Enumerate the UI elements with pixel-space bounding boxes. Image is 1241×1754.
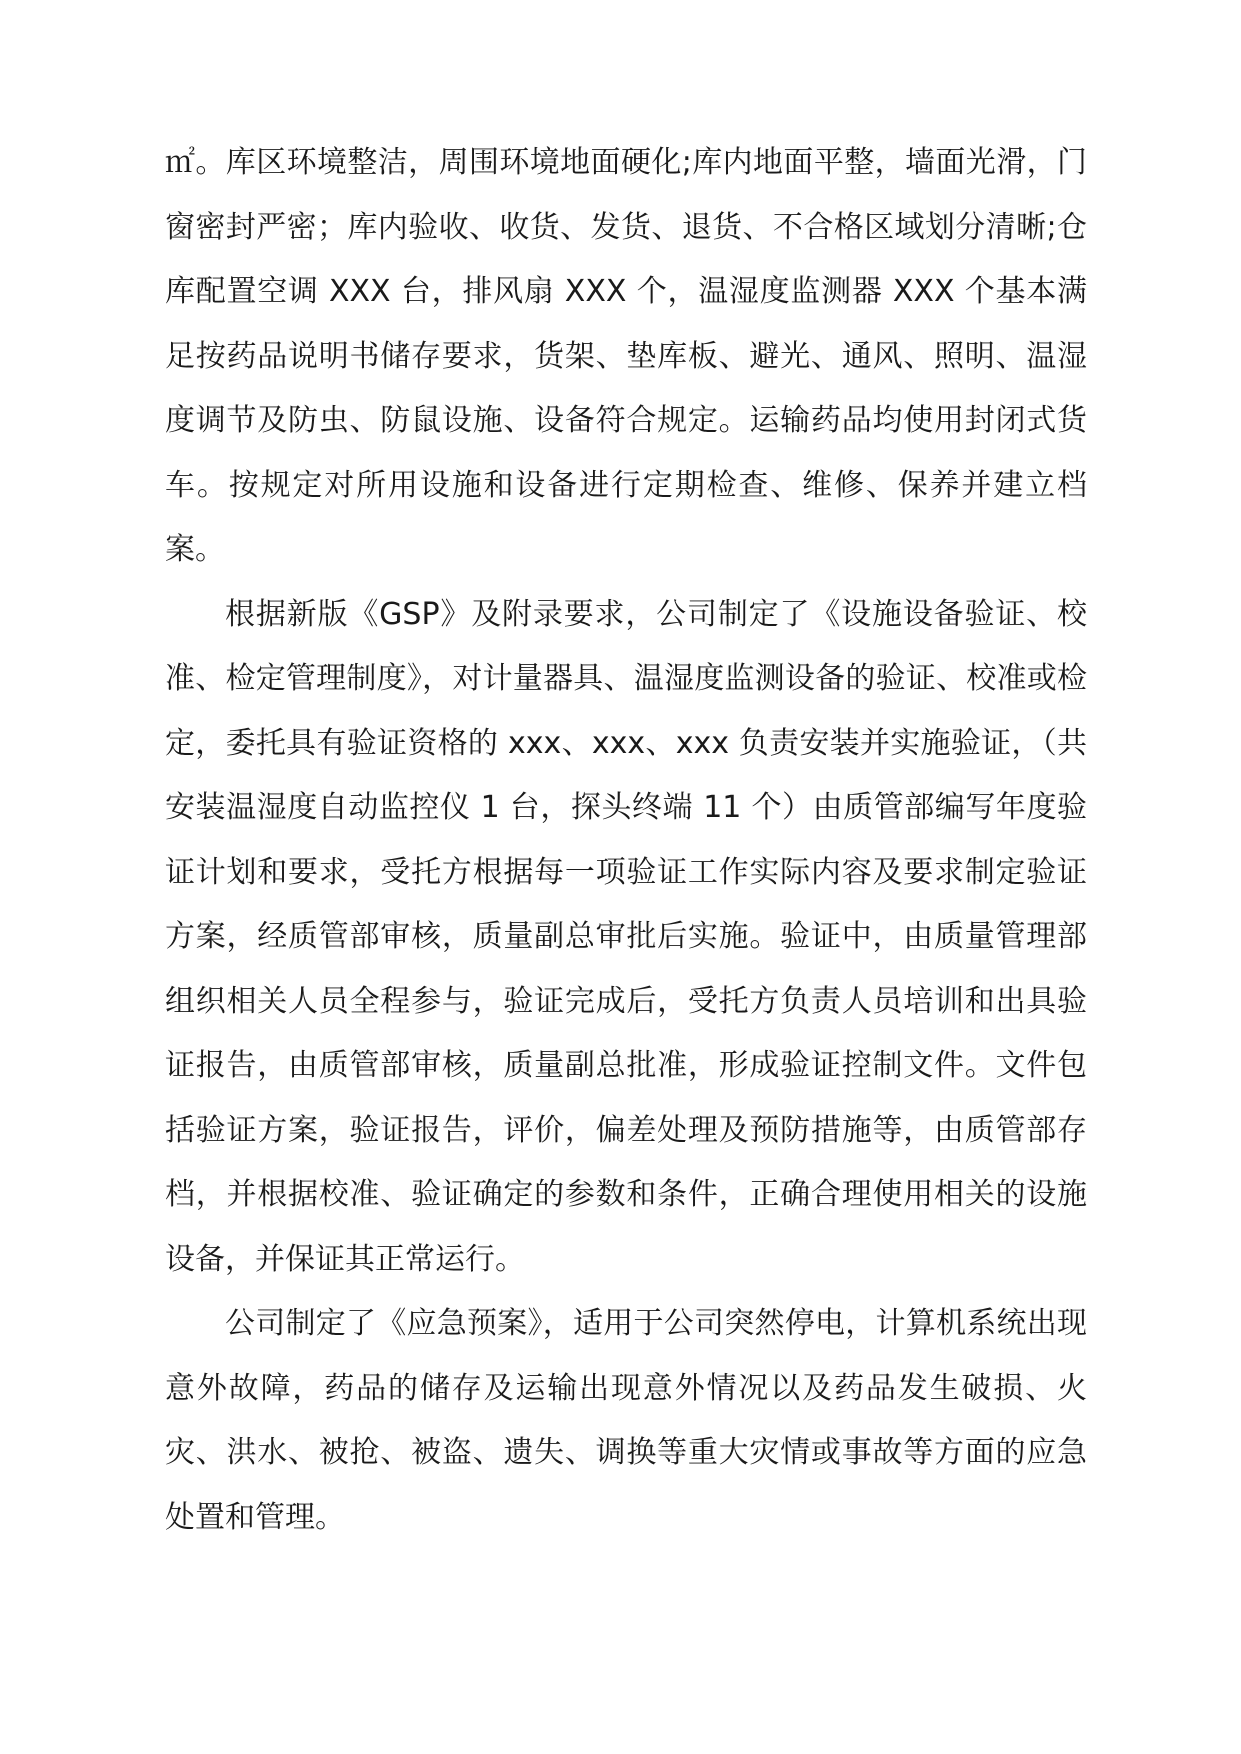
paragraph-facilities: ㎡。库区环境整洁，周围环境地面硬化;库内地面平整，墙面光滑，门窗密封严密；库内验收、收货、发货、退货、不合格区域划分清晰;仓库配置空调 XXX 台，排风扇 XXX 个，温湿度监测器 XXX 个基本满足按药品说明书储存要求，货架、垫库板、避光、通风、照明、温湿度调节及防虫、防鼠设施、设备符合规定。运输药品均使用封闭式货车。按规定对所用设施和设备进行定期检查、维修、保养并建立档案。 [165, 145, 1087, 567]
paragraph-emergency-plan: 公司制定了《应急预案》，适用于公司突然停电，计算机系统出现意外故障，药品的储存及运输出现意外情况以及药品发生破损、火灾、洪水、被抢、被盗、遗失、调换等重大灾情或事故等方面的应急处置和管理。 [165, 1306, 1087, 1535]
document-body [165, 131, 1087, 1550]
paragraph-validation: 根据新版《GSP》及附录要求，公司制定了《设施设备验证、校准、检定管理制度》，对计量器具、温湿度监测设备的验证、校准或检定，委托具有验证资格的 xxx、xxx、xxx 负责安装并实施验证，（共安装温湿度自动监控仪 1 台，探头终端 11 个）由质管部编写年度验证计划和要求，受托方根据每一项验证工作实际内容及要求制定验证方案，经质管部审核，质量副总审批后实施。验证中，由质量管理部组织相关人员全程参与，验证完成后，受托方负责人员培训和出具验证报告，由质管部审核，质量副总批准，形成验证控制文件。文件包括验证方案，验证报告，评价，偏差处理及预防措施等，由质管部存档，并根据校准、验证确定的参数和条件，正确合理使用相关的设施设备，并保证其正常运行。 [165, 596, 1087, 1277]
